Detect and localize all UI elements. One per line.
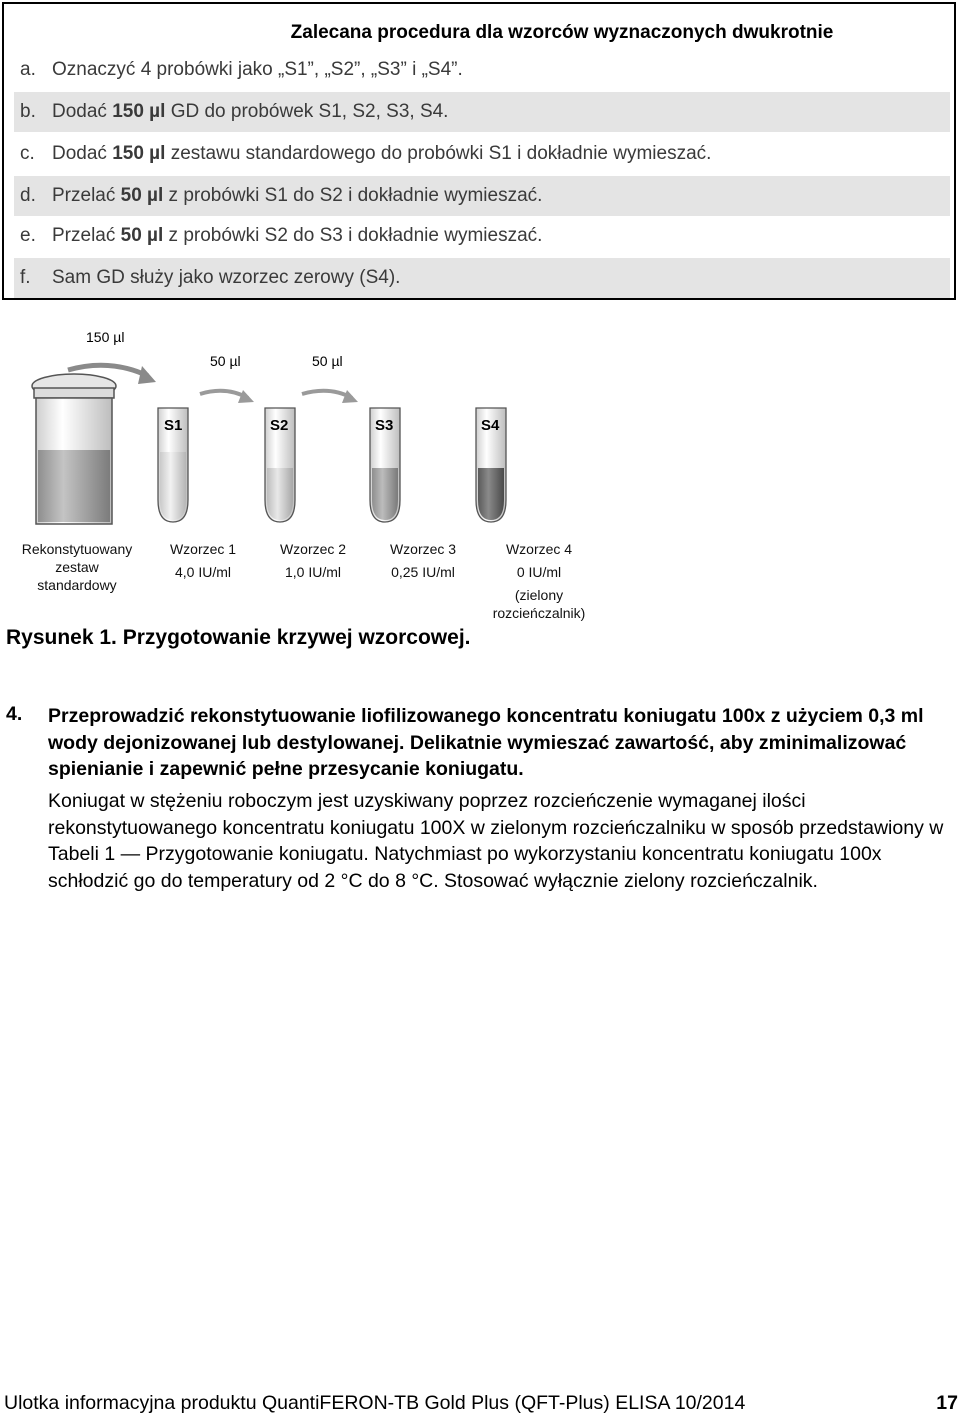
instruction-bold-text: Przeprowadzić rekonstytuowanie liofilizowanego koncentratu koniugatu 100x z użyciem 0,3 ml wody dejonizowanej lub destylowanej. Delikatnie wymieszać zawartość, aby zminimalizować spienianie i zapewnić pełne przesycanie koniugatu. xyxy=(48,705,924,780)
tube-s2-icon xyxy=(265,408,295,522)
tube-label: S1 xyxy=(164,417,183,434)
step-letter: e. xyxy=(20,225,36,246)
figure-caption: Rysunek 1. Przygotowanie krzywej wzorcowej. xyxy=(6,626,471,649)
tube-label: S3 xyxy=(375,417,394,434)
tube-label: S2 xyxy=(270,417,289,434)
vial-label: Rekonstytuowany zestaw standardowy xyxy=(21,541,133,593)
volume-label: 50 µl xyxy=(312,353,343,369)
step-letter: c. xyxy=(20,143,35,164)
tube-s4-icon xyxy=(476,408,506,522)
step-letter: d. xyxy=(20,185,36,206)
tube-label: S4 xyxy=(481,417,500,434)
instruction-number: 4. xyxy=(6,703,23,725)
procedure-title: Zalecana procedura dla wzorców wyznaczonych dwukrotnie xyxy=(290,22,834,43)
volume-label: 50 µl xyxy=(210,353,241,369)
standard-3-label: Wzorzec 3 0,25 IU/ml xyxy=(389,541,457,580)
volume-label: 150 µl xyxy=(86,329,125,345)
standard-4-label: Wzorzec 4 0 IU/ml (zielony rozcieńczalnik) xyxy=(492,541,586,621)
page-number: 17 xyxy=(936,1392,958,1414)
vial-icon xyxy=(32,374,116,524)
step-text: Sam GD służy jako wzorzec zerowy (S4). xyxy=(52,267,401,288)
step-a xyxy=(14,50,950,90)
step-letter: b. xyxy=(20,101,36,122)
instruction-paragraph: Koniugat w stężeniu roboczym jest uzyskiwany poprzez rozcieńczenie wymaganej ilości rekonstytuowanego koncentratu koniugatu 100X w zielonym rozcieńczalniku w sposób przedstawiony w Tabeli 1 — Przygotowanie koniugatu. Natychmiast po wykorzystaniu koncentratu koniugatu 100x schłodzić go do temperatury od 2 °C do 8 °C. Stosować wyłącznie zielony rozcieńczalnik. xyxy=(48,790,944,892)
tube-s1-icon xyxy=(158,408,188,522)
step-d xyxy=(14,176,950,216)
step-b xyxy=(14,92,950,132)
step-letter: a. xyxy=(20,59,36,80)
step-text: Oznaczyć 4 probówki jako „S1”, „S2”, „S3” i „S4”. xyxy=(52,59,463,80)
standard-1-label: Wzorzec 1 4,0 IU/ml xyxy=(169,541,237,580)
step-text: Dodać 150 µl zestawu standardowego do probówki S1 i dokładnie wymieszać. xyxy=(52,143,712,164)
dilution-figure xyxy=(0,310,960,670)
step-text: Przelać 50 µl z probówki S1 do S2 i dokładnie wymieszać. xyxy=(52,185,543,206)
step-e xyxy=(14,216,950,256)
step-c xyxy=(14,134,950,174)
footer-text: Ulotka informacyjna produktu QuantiFERON-TB Gold Plus (QFT-Plus) ELISA 10/2014 xyxy=(4,1392,746,1414)
step-text: Dodać 150 µl GD do probówek S1, S2, S3, S4. xyxy=(52,101,449,122)
step-letter: f. xyxy=(20,267,31,288)
tube-s3-icon xyxy=(370,408,400,522)
step-f xyxy=(14,258,950,298)
arrowhead-icon xyxy=(138,366,156,384)
standard-2-label: Wzorzec 2 1,0 IU/ml xyxy=(279,541,347,580)
step-text: Przelać 50 µl z probówki S2 do S3 i dokładnie wymieszać. xyxy=(52,225,543,246)
